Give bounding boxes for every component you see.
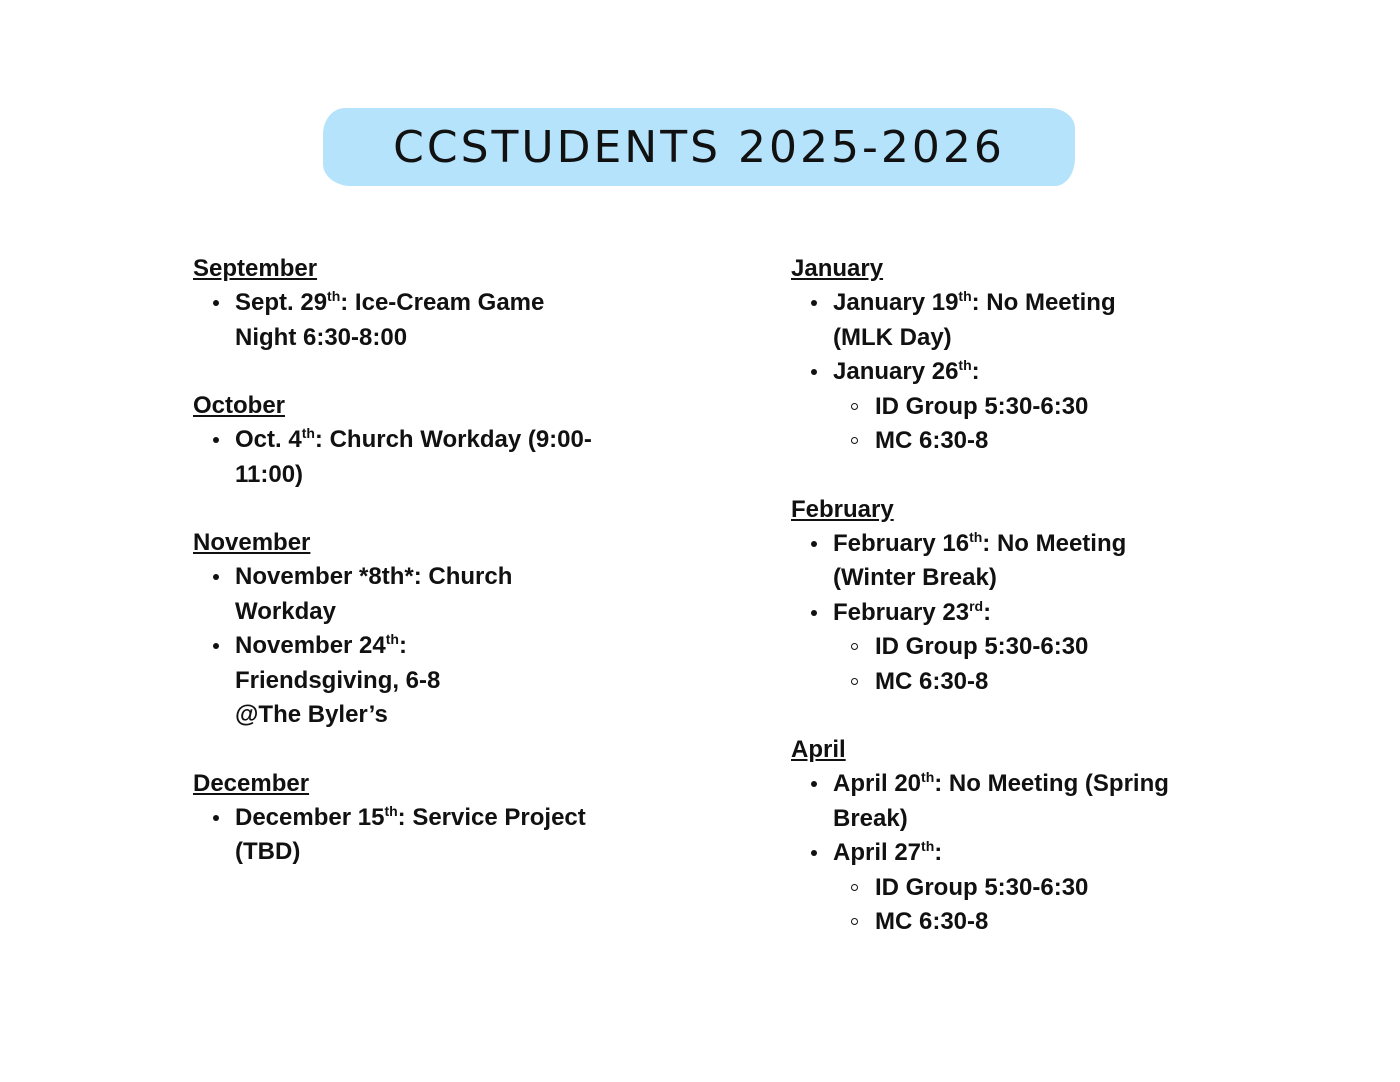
event-date: Oct. 4 [235, 426, 302, 453]
sub-event-item: ID Group 5:30-6:30 [833, 871, 1173, 906]
event-text: November *8th*: Church Workday [235, 563, 513, 625]
ordinal-suffix: rd [969, 597, 984, 614]
event-list [193, 286, 633, 355]
event-text: : [971, 358, 980, 385]
event-text: : No Meeting (Winter Break) [833, 529, 1127, 591]
event-text: : No Meeting (Spring Break) [833, 770, 1169, 832]
month-heading: November [193, 529, 311, 556]
event-date: February 16 [833, 529, 970, 557]
ordinal-suffix: th [921, 838, 935, 854]
month-december [193, 767, 633, 870]
month-november [193, 526, 633, 733]
event-text: : [398, 632, 407, 659]
ordinal-suffix: th [958, 357, 972, 373]
sub-event-item: MC 6:30-8 [833, 665, 1173, 700]
event-list [193, 560, 633, 733]
sub-event-list [833, 630, 1173, 699]
event-text: : Ice-Cream Game Night 6:30-8:00 [235, 289, 545, 351]
event-date: January 19 [833, 289, 959, 316]
sub-event-item: MC 6:30-8 [833, 424, 1173, 459]
event-item [193, 560, 595, 629]
left-column [193, 252, 633, 904]
event-text: : Church Workday (9:00-11:00) [235, 426, 592, 488]
event-text: Friendsgiving, 6-8 [235, 666, 441, 694]
ordinal-suffix: th [969, 528, 983, 545]
event-item [791, 767, 1173, 836]
event-list [791, 286, 1231, 459]
ordinal-suffix: th [958, 288, 972, 304]
page-title: CCSTUDENTS 2025-2026 [393, 121, 1005, 173]
ordinal-suffix: th [384, 802, 398, 819]
month-october [193, 389, 633, 492]
event-text: : [983, 598, 992, 626]
month-heading: April [791, 736, 846, 763]
month-heading: December [193, 769, 310, 797]
title-banner [323, 108, 1075, 186]
sub-event-list [833, 390, 1173, 459]
event-list [791, 767, 1231, 940]
ordinal-suffix: th [921, 769, 935, 785]
sub-event-item: ID Group 5:30-6:30 [833, 630, 1173, 665]
sub-event-list [833, 871, 1173, 940]
month-heading: February [791, 495, 894, 523]
event-item [193, 286, 595, 355]
ordinal-suffix: th [385, 631, 399, 647]
event-item [193, 801, 595, 870]
event-list [791, 527, 1231, 700]
month-september [193, 252, 633, 355]
event-date: January 26 [833, 358, 959, 385]
month-february [791, 493, 1231, 700]
month-january [791, 252, 1231, 459]
month-heading: January [791, 255, 884, 282]
event-text: : [934, 839, 943, 866]
sub-event-item: ID Group 5:30-6:30 [833, 390, 1173, 425]
event-date: April 27 [833, 839, 922, 866]
ordinal-suffix: th [301, 425, 315, 441]
ordinal-suffix: th [327, 288, 341, 304]
sub-event-item: MC 6:30-8 [833, 905, 1173, 940]
event-item [193, 629, 595, 733]
event-item [791, 355, 1173, 459]
event-text: : No Meeting (MLK Day) [833, 289, 1116, 351]
month-heading: October [193, 392, 286, 419]
event-text: : Service Project (TBD) [235, 803, 586, 865]
event-list [193, 423, 633, 492]
month-april [791, 733, 1231, 940]
event-item [791, 286, 1173, 355]
event-date: December 15 [235, 803, 385, 831]
event-date: Sept. 29 [235, 289, 328, 316]
event-list [193, 801, 633, 870]
event-date: February 23 [833, 598, 970, 626]
right-column [791, 252, 1231, 974]
event-date: November 24 [235, 632, 386, 659]
month-heading: September [193, 255, 318, 282]
event-location: @The Byler’s [235, 701, 388, 728]
event-item [791, 596, 1173, 700]
event-item [791, 836, 1173, 940]
event-date: April 20 [833, 770, 922, 797]
event-item [791, 527, 1173, 596]
event-item [193, 423, 595, 492]
